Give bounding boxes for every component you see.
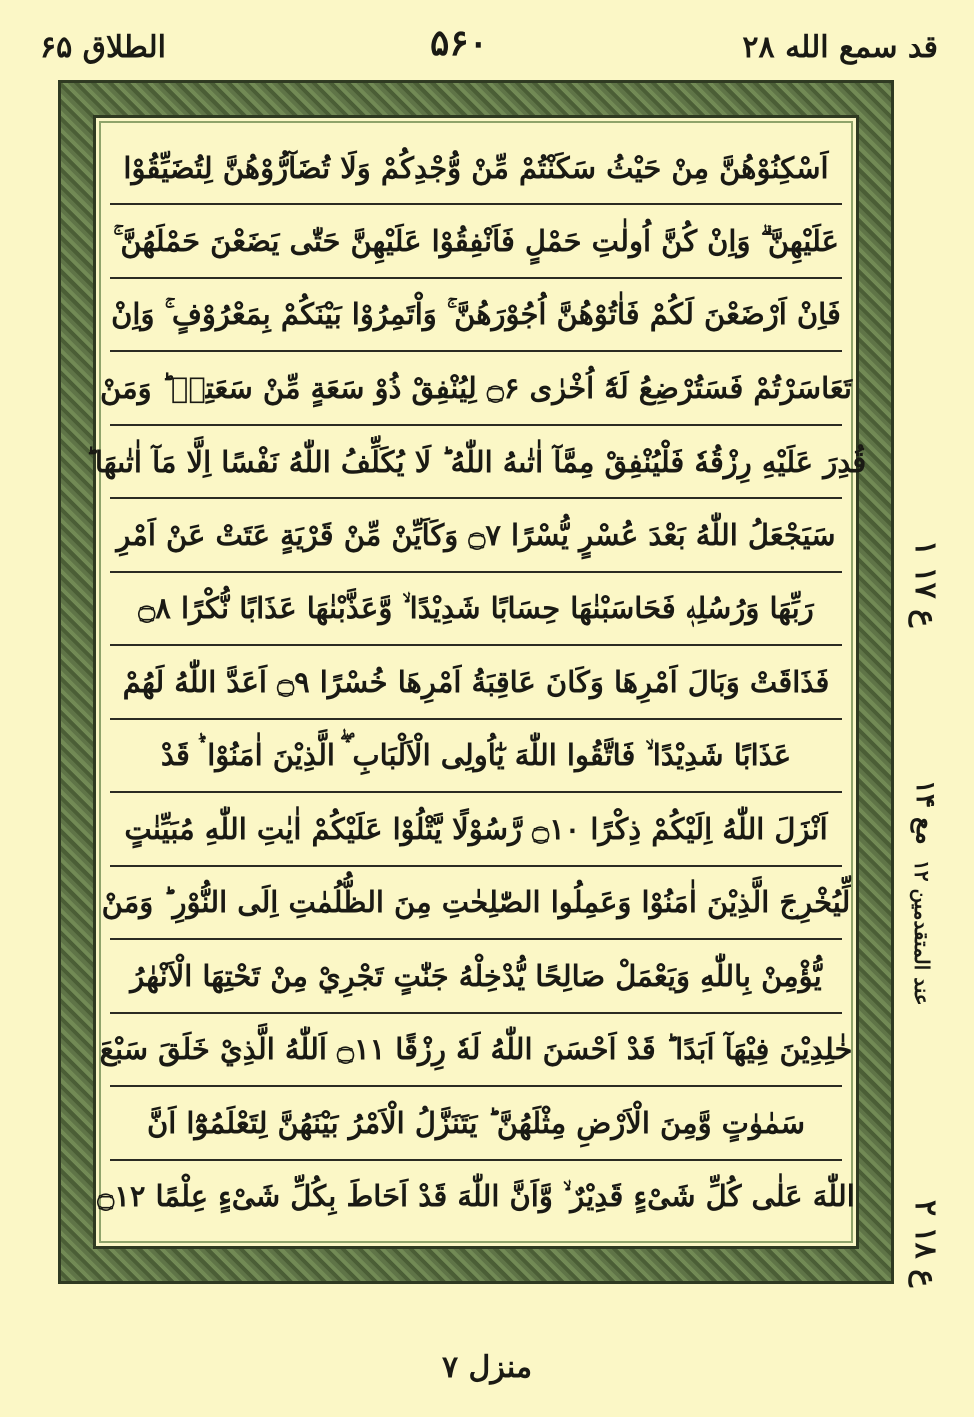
juz-name: قد سمع الله ۲۸ (742, 30, 938, 65)
verse-line: اَسْكِنُوْهُنَّ مِنْ حَيْثُ سَكَنْتُمْ مِّنْ وُّجْدِكُمْ وَلَا تُضَآرُّوْهُنَّ لِتُضَيِّقُوْا (110, 132, 842, 205)
verse-line: عَذَابًا شَدِيْدًا ۙ فَاتَّقُوا اللّٰهَ يٰٓاُولِى الْاَلْبَابِ ۛۖ الَّذِيْنَ اٰمَنُوْا ۛؕ قَدْ (110, 720, 842, 793)
ruku-marker: ۲ ع ۱۸ (908, 1200, 943, 1288)
verse-line: رَبِّهَا وَرُسُلِهٖ فَحَاسَبْنٰهَا حِسَابًا شَدِيْدًا ۙ وَّعَذَّبْنٰهَا عَذَابًا نُّكْرًا ۝۸ (110, 573, 842, 646)
text-panel (85, 115, 867, 1249)
page-header (0, 0, 974, 70)
manzil-label: منزل ۷ (441, 1350, 533, 1385)
verse-line: سَيَجْعَلُ اللّٰهُ بَعْدَ عُسْرٍ يُّسْرًا ۝۷ وَكَاَيِّنْ مِّنْ قَرْيَةٍ عَتَتْ عَنْ اَمْرِ (110, 499, 842, 572)
verse-line: لِّيُخْرِجَ الَّذِيْنَ اٰمَنُوْا وَعَمِلُوا الصّٰلِحٰتِ مِنَ الظُّلُمٰتِ اِلَى النُّوْرِ ؕ وَمَنْ (110, 867, 842, 940)
verse-line: خٰلِدِيْنَ فِيْهَآ اَبَدًا ؕ قَدْ اَحْسَنَ اللّٰهُ لَهٗ رِزْقًا ۝۱۱ اَللّٰهُ الَّذِيْ خَلَقَ سَبْعَ (110, 1014, 842, 1087)
decorative-border (58, 80, 894, 1284)
ruku-marker: ۱ ع ۱۷ (908, 540, 943, 628)
verse-line: فَذَاقَتْ وَبَالَ اَمْرِهَا وَكَانَ عَاقِبَةُ اَمْرِهَا خُسْرًا ۝۹ اَعَدَّ اللّٰهُ لَهُمْ (110, 646, 842, 719)
page-number: ۵۶۰ (430, 22, 489, 64)
verse-line: اللّٰهَ عَلٰى كُلِّ شَىْءٍ قَدِيْرٌ ۙ وَّاَنَّ اللّٰهَ قَدْ اَحَاطَ بِكُلِّ شَىْءٍ عِلْمًا ۝۱۲ (97, 1178, 855, 1213)
verse-line: اَنْزَلَ اللّٰهُ اِلَيْكُمْ ذِكْرًا ۝۱۰ رَّسُوْلًا يَّتْلُوْا عَلَيْكُمْ اٰيٰتِ اللّٰهِ مُبَيِّنٰتٍ (110, 793, 842, 866)
verse-line: تَعَاسَرْتُمْ فَسَتُرْضِعُ لَهٗٓ اُخْرٰى ۝۶ لِيُنْفِقْ ذُوْ سَعَةٍ مِّنْ سَعَتِهٖ ؕ وَمَنْ (110, 352, 842, 425)
verse-line: قُدِرَ عَلَيْهِ رِزْقُهٗ فَلْيُنْفِقْ مِمَّآ اٰتٰىهُ اللّٰهُ ؕ لَا يُكَلِّفُ اللّٰهُ نَفْسًا اِلَّا مَآ اٰتٰىهَا ؕ (110, 426, 842, 499)
margin-note: عند المتقدمین ۱۲ (910, 860, 934, 1006)
verse-lines (85, 132, 867, 1232)
verse-line: سَمٰوٰتٍ وَّمِنَ الْاَرْضِ مِثْلَهُنَّ ؕ يَتَنَزَّلُ الْاَمْرُ بَيْنَهُنَّ لِتَعْلَمُوْٓا اَنَّ (110, 1087, 842, 1160)
verse-line: يُّؤْمِنْ بِاللّٰهِ وَيَعْمَلْ صَالِحًا يُّدْخِلْهُ جَنّٰتٍ تَجْرِيْ مِنْ تَحْتِهَا الْاَنْهٰرُ (110, 940, 842, 1013)
maqam-marker: مع ۱۴ (910, 780, 940, 845)
surah-name: الطلاق ۶۵ (40, 30, 166, 65)
verse-line: عَلَيْهِنَّ ۗ وَاِنْ كُنَّ اُولٰتِ حَمْلٍ فَاَنْفِقُوْا عَلَيْهِنَّ حَتّٰى يَضَعْنَ حَمْلَهُنَّ ۚ (110, 205, 842, 278)
verse-line: فَاِنْ اَرْضَعْنَ لَكُمْ فَاٰتُوْهُنَّ اُجُوْرَهُنَّ ۚ وَاْتَمِرُوْا بَيْنَكُمْ بِمَعْرُوْفٍ ۚ وَاِنْ (110, 279, 842, 352)
